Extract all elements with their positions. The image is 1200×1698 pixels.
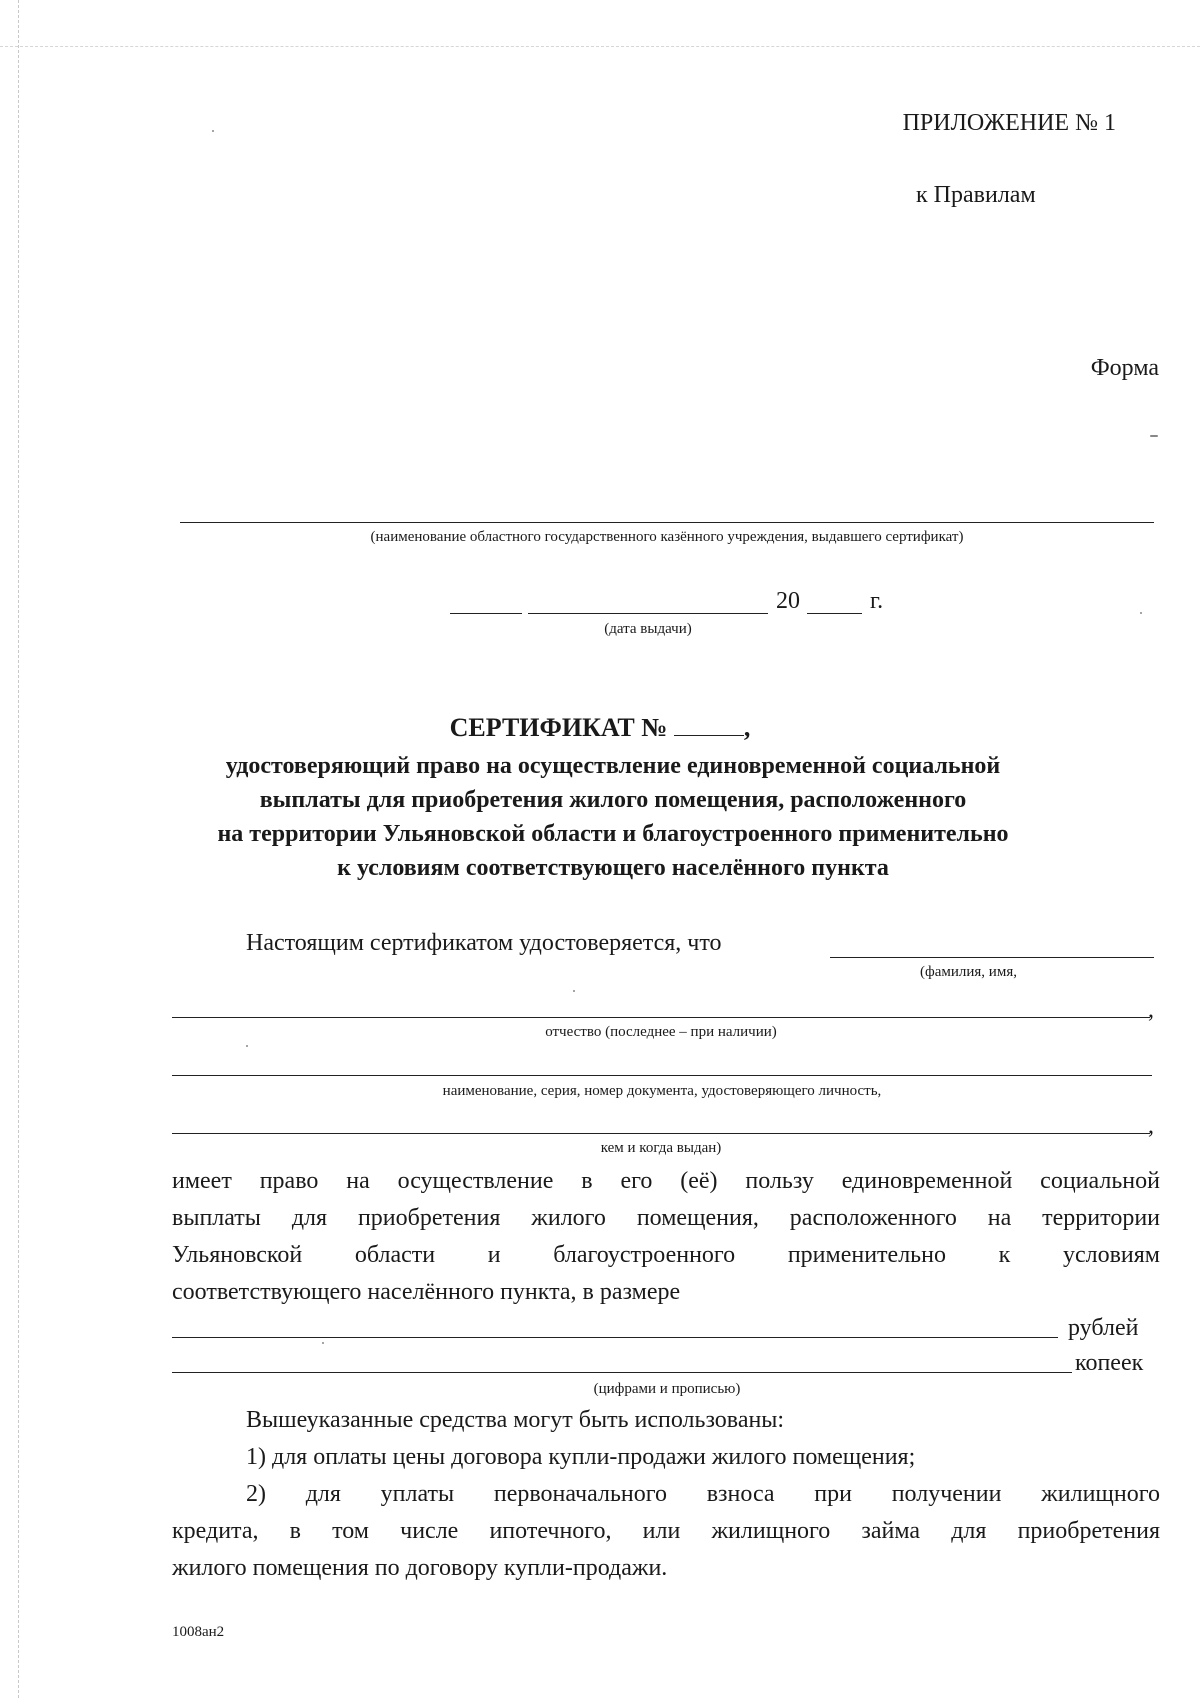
holder-surname-field[interactable] bbox=[830, 957, 1154, 958]
to-rules-label: к Правилам bbox=[916, 182, 1036, 208]
holder-patronymic-comma: , bbox=[1148, 997, 1154, 1023]
usage-item-2-line-3: жилого помещения по договору купли-продажи. bbox=[172, 1555, 668, 1581]
appendix-heading: ПРИЛОЖЕНИЕ № 1 bbox=[902, 110, 1116, 136]
usage-item-2-line-2: кредита, в том числе ипотечного, или жилищного займа для приобретения bbox=[172, 1518, 1160, 1544]
document-issued-field[interactable] bbox=[172, 1133, 1150, 1134]
holder-name-caption: (фамилия, имя, bbox=[920, 964, 1017, 980]
certificate-title bbox=[0, 712, 1200, 744]
institution-caption: (наименование областного государственного казённого учреждения, выдавшего сертификат) bbox=[370, 529, 964, 545]
holder-patronymic-field[interactable] bbox=[172, 1017, 1150, 1018]
certificate-title-text: СЕРТИФИКАТ № bbox=[449, 713, 668, 742]
body-line-4: соответствующего населённого пункта, в размере bbox=[172, 1279, 681, 1305]
identity-document-caption: наименование, серия, номер документа, удостоверяющего личность, bbox=[442, 1083, 882, 1099]
usage-item-1: 1) для оплаты цены договора купли-продажи жилого помещения; bbox=[246, 1444, 916, 1470]
institution-name-field[interactable] bbox=[180, 522, 1154, 523]
scan-top-artifact bbox=[0, 46, 1200, 47]
document-issued-caption: кем и когда выдан) bbox=[600, 1140, 722, 1156]
holder-patronymic-caption: отчество (последнее – при наличии) bbox=[545, 1024, 777, 1040]
amount-kopecks-field[interactable] bbox=[172, 1372, 1072, 1373]
kopecks-label: копеек bbox=[1075, 1350, 1144, 1376]
issue-year-prefix: 20 bbox=[776, 588, 800, 614]
body-line-2: выплаты для приобретения жилого помещения, расположенного на территории bbox=[172, 1205, 1160, 1231]
title-line-3: на территории Ульяновской области и благоустроенного применительно bbox=[217, 821, 1009, 847]
usage-intro: Вышеуказанные средства могут быть использованы: bbox=[246, 1407, 785, 1433]
issue-year-suffix: г. bbox=[870, 588, 884, 614]
body-line-3: Ульяновской области и благоустроенного применительно к условиям bbox=[172, 1242, 1160, 1268]
usage-item-2-line-1: 2) для уплаты первоначального взноса при получении жилищного bbox=[246, 1481, 1160, 1507]
amount-rubles-field[interactable] bbox=[172, 1337, 1058, 1338]
issue-month-field[interactable] bbox=[528, 613, 768, 614]
title-line-4: к условиям соответствующего населённого пункта bbox=[337, 855, 889, 881]
scan-speck bbox=[1150, 435, 1158, 437]
identity-document-field[interactable] bbox=[172, 1075, 1152, 1076]
holder-intro: Настоящим сертификатом удостоверяется, что bbox=[246, 930, 722, 956]
body-line-1: имеет право на осуществление в его (её) пользу единовременной социальной bbox=[172, 1168, 1160, 1194]
certificate-number-field[interactable] bbox=[674, 735, 744, 736]
title-line-1: удостоверяющий право на осуществление единовременной социальной bbox=[225, 753, 1001, 779]
certificate-title-comma: , bbox=[743, 713, 751, 742]
document-code: 1008ан2 bbox=[172, 1624, 225, 1640]
form-label: Форма bbox=[1090, 355, 1159, 381]
issue-year-field[interactable] bbox=[807, 613, 862, 614]
document-issued-comma: , bbox=[1148, 1113, 1154, 1139]
amount-caption: (цифрами и прописью) bbox=[593, 1381, 741, 1397]
scan-speck bbox=[322, 1342, 324, 1344]
scan-speck bbox=[212, 130, 214, 132]
scan-speck bbox=[1140, 612, 1142, 614]
scan-speck bbox=[246, 1045, 248, 1047]
issue-date-caption: (дата выдачи) bbox=[604, 621, 692, 637]
scan-margin-artifact bbox=[18, 0, 19, 1698]
issue-day-field[interactable] bbox=[450, 613, 522, 614]
scan-speck bbox=[573, 990, 575, 992]
rubles-label: рублей bbox=[1068, 1315, 1139, 1341]
title-line-2: выплаты для приобретения жилого помещения, расположенного bbox=[259, 787, 967, 813]
